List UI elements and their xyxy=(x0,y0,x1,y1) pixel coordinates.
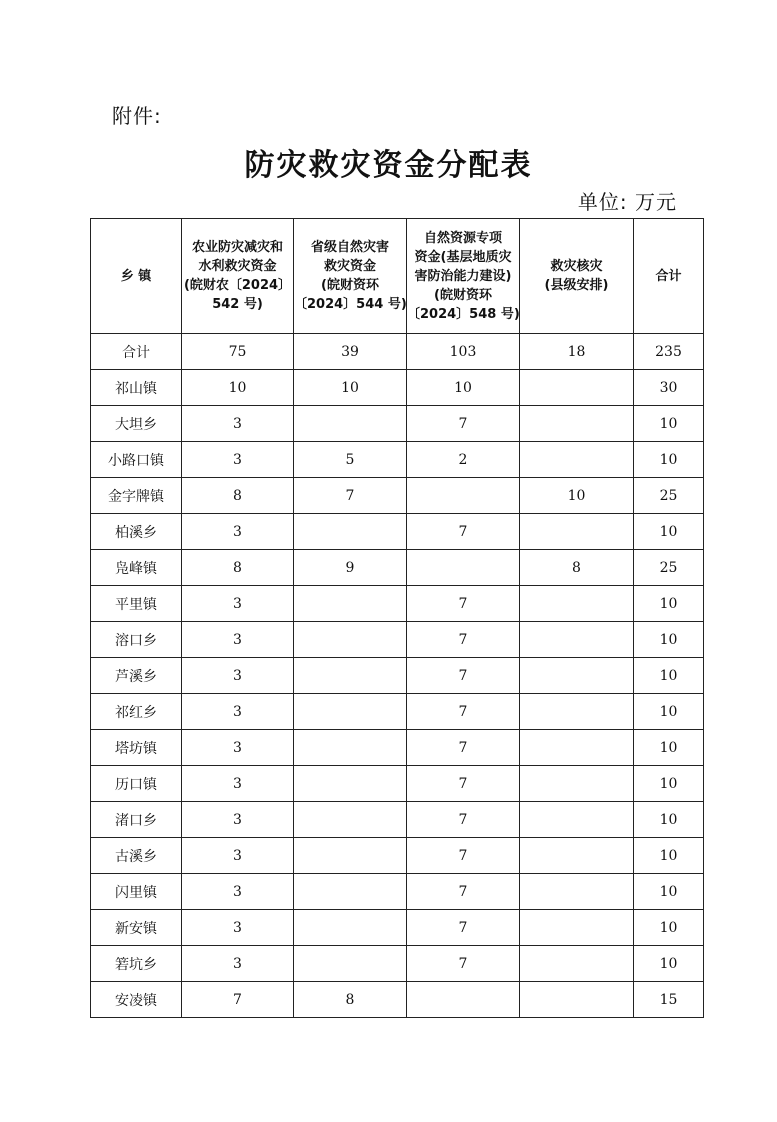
header-line: 农业防灾减灾和 xyxy=(191,240,283,255)
town-cell: 金字牌镇 xyxy=(91,478,182,514)
table-body xyxy=(91,334,704,1018)
provincial-fund-cell xyxy=(294,586,407,622)
table-row xyxy=(91,766,704,802)
provincial-fund-cell xyxy=(294,874,407,910)
header-line: 〔2024〕544 号) xyxy=(294,297,407,312)
agri-fund-cell: 3 xyxy=(182,802,294,838)
provincial-fund-cell: 7 xyxy=(294,478,407,514)
agri-fund-cell: 3 xyxy=(182,658,294,694)
town-cell: 安凌镇 xyxy=(91,982,182,1018)
table-row xyxy=(91,442,704,478)
town-cell: 祁山镇 xyxy=(91,370,182,406)
agri-fund-cell: 8 xyxy=(182,550,294,586)
natural-resource-fund-cell: 2 xyxy=(407,442,520,478)
total-cell: 10 xyxy=(634,946,704,982)
county-relief-cell: 18 xyxy=(520,334,634,370)
header-line: 水利救灾资金 xyxy=(198,259,277,274)
town-cell: 渚口乡 xyxy=(91,802,182,838)
agri-fund-cell: 3 xyxy=(182,694,294,730)
agri-fund-cell: 8 xyxy=(182,478,294,514)
county-relief-cell xyxy=(520,802,634,838)
agri-fund-cell: 3 xyxy=(182,442,294,478)
table-row xyxy=(91,730,704,766)
total-cell: 10 xyxy=(634,766,704,802)
table-row xyxy=(91,838,704,874)
total-cell: 25 xyxy=(634,550,704,586)
provincial-fund-cell xyxy=(294,766,407,802)
total-cell: 10 xyxy=(634,910,704,946)
total-cell: 10 xyxy=(634,406,704,442)
town-cell: 古溪乡 xyxy=(91,838,182,874)
town-cell: 柏溪乡 xyxy=(91,514,182,550)
total-cell: 10 xyxy=(634,838,704,874)
total-cell: 10 xyxy=(634,514,704,550)
county-relief-cell: 8 xyxy=(520,550,634,586)
provincial-fund-cell xyxy=(294,802,407,838)
page-title: 防灾救灾资金分配表 xyxy=(244,148,533,183)
total-cell: 10 xyxy=(634,622,704,658)
agri-fund-cell: 3 xyxy=(182,946,294,982)
table-row xyxy=(91,982,704,1018)
header-county-relief xyxy=(520,219,634,334)
header-natural-resource-fund xyxy=(407,219,520,334)
header-line: 害防治能力建设) xyxy=(414,268,512,284)
total-cell: 10 xyxy=(634,658,704,694)
natural-resource-fund-cell: 7 xyxy=(407,766,520,802)
provincial-fund-cell: 9 xyxy=(294,550,407,586)
unit-label: 单位: 万元 xyxy=(577,190,677,214)
town-cell: 箬坑乡 xyxy=(91,946,182,982)
table-row xyxy=(91,586,704,622)
town-cell: 历口镇 xyxy=(91,766,182,802)
provincial-fund-cell xyxy=(294,406,407,442)
natural-resource-fund-cell: 7 xyxy=(407,586,520,622)
table-row xyxy=(91,658,704,694)
provincial-fund-cell: 5 xyxy=(294,442,407,478)
agri-fund-cell: 75 xyxy=(182,334,294,370)
header-town xyxy=(91,219,182,334)
provincial-fund-cell xyxy=(294,658,407,694)
county-relief-cell xyxy=(520,838,634,874)
header-line: (县级安排) xyxy=(544,278,609,293)
town-cell: 小路口镇 xyxy=(91,442,182,478)
agri-fund-cell: 3 xyxy=(182,730,294,766)
agri-fund-cell: 3 xyxy=(182,766,294,802)
agri-fund-cell: 10 xyxy=(182,370,294,406)
town-cell: 塔坊镇 xyxy=(91,730,182,766)
agri-fund-cell: 7 xyxy=(182,982,294,1018)
table-row xyxy=(91,622,704,658)
provincial-fund-cell xyxy=(294,946,407,982)
header-line: 542 号) xyxy=(212,297,263,312)
natural-resource-fund-cell: 7 xyxy=(407,406,520,442)
attachment-label: 附件: xyxy=(112,104,162,128)
header-line: 资金(基层地质灾 xyxy=(414,249,512,265)
provincial-fund-cell: 10 xyxy=(294,370,407,406)
table-row xyxy=(91,874,704,910)
total-cell: 10 xyxy=(634,874,704,910)
county-relief-cell xyxy=(520,766,634,802)
header-line: 救灾资金 xyxy=(323,259,376,274)
table-row xyxy=(91,514,704,550)
natural-resource-fund-cell: 7 xyxy=(407,514,520,550)
header-line: 救灾核灾 xyxy=(550,259,603,274)
town-cell: 闪里镇 xyxy=(91,874,182,910)
header-line: 自然资源专项 xyxy=(423,230,502,246)
provincial-fund-cell xyxy=(294,514,407,550)
agri-fund-cell: 3 xyxy=(182,910,294,946)
header-line: (皖财资环 xyxy=(434,287,492,303)
natural-resource-fund-cell xyxy=(407,982,520,1018)
town-cell: 大坦乡 xyxy=(91,406,182,442)
natural-resource-fund-cell: 7 xyxy=(407,730,520,766)
natural-resource-fund-cell: 7 xyxy=(407,910,520,946)
natural-resource-fund-cell: 7 xyxy=(407,694,520,730)
agri-fund-cell: 3 xyxy=(182,514,294,550)
total-cell: 30 xyxy=(634,370,704,406)
agri-fund-cell: 3 xyxy=(182,838,294,874)
header-agri-fund xyxy=(182,219,294,334)
town-cell: 凫峰镇 xyxy=(91,550,182,586)
county-relief-cell xyxy=(520,622,634,658)
header-line: 省级自然灾害 xyxy=(310,240,389,255)
natural-resource-fund-cell: 10 xyxy=(407,370,520,406)
county-relief-cell xyxy=(520,406,634,442)
provincial-fund-cell: 39 xyxy=(294,334,407,370)
total-cell: 10 xyxy=(634,442,704,478)
table-row xyxy=(91,946,704,982)
table-row xyxy=(91,910,704,946)
town-cell: 合计 xyxy=(91,334,182,370)
table-row xyxy=(91,406,704,442)
header-provincial-fund xyxy=(294,219,407,334)
agri-fund-cell: 3 xyxy=(182,622,294,658)
county-relief-cell xyxy=(520,658,634,694)
total-cell: 10 xyxy=(634,802,704,838)
natural-resource-fund-cell xyxy=(407,550,520,586)
header-line: (皖财资环 xyxy=(321,278,379,293)
county-relief-cell xyxy=(520,694,634,730)
header-line: (皖财农〔2024〕 xyxy=(183,278,292,293)
provincial-fund-cell: 8 xyxy=(294,982,407,1018)
town-cell: 新安镇 xyxy=(91,910,182,946)
county-relief-cell xyxy=(520,946,634,982)
natural-resource-fund-cell: 7 xyxy=(407,658,520,694)
header-total xyxy=(634,219,704,334)
natural-resource-fund-cell: 7 xyxy=(407,874,520,910)
total-cell: 15 xyxy=(634,982,704,1018)
county-relief-cell xyxy=(520,982,634,1018)
county-relief-cell xyxy=(520,874,634,910)
county-relief-cell xyxy=(520,442,634,478)
town-cell: 祁红乡 xyxy=(91,694,182,730)
total-cell: 235 xyxy=(634,334,704,370)
county-relief-cell xyxy=(520,910,634,946)
natural-resource-fund-cell xyxy=(407,478,520,514)
county-relief-cell xyxy=(520,586,634,622)
town-cell: 平里镇 xyxy=(91,586,182,622)
table-row xyxy=(91,550,704,586)
header-line: 乡 镇 xyxy=(120,268,152,284)
provincial-fund-cell xyxy=(294,622,407,658)
table-row-total xyxy=(91,334,704,370)
agri-fund-cell: 3 xyxy=(182,586,294,622)
total-cell: 10 xyxy=(634,730,704,766)
agri-fund-cell: 3 xyxy=(182,874,294,910)
table-row xyxy=(91,694,704,730)
table-row xyxy=(91,802,704,838)
county-relief-cell: 10 xyxy=(520,478,634,514)
provincial-fund-cell xyxy=(294,838,407,874)
county-relief-cell xyxy=(520,730,634,766)
agri-fund-cell: 3 xyxy=(182,406,294,442)
total-cell: 10 xyxy=(634,586,704,622)
county-relief-cell xyxy=(520,514,634,550)
natural-resource-fund-cell: 7 xyxy=(407,622,520,658)
natural-resource-fund-cell: 103 xyxy=(407,334,520,370)
natural-resource-fund-cell: 7 xyxy=(407,838,520,874)
provincial-fund-cell xyxy=(294,694,407,730)
fund-allocation-table xyxy=(90,218,704,1018)
provincial-fund-cell xyxy=(294,730,407,766)
natural-resource-fund-cell: 7 xyxy=(407,802,520,838)
header-line: 合计 xyxy=(655,268,682,284)
header-line: 〔2024〕548 号) xyxy=(407,306,520,322)
table-header-row xyxy=(91,219,704,334)
table-row xyxy=(91,478,704,514)
county-relief-cell xyxy=(520,370,634,406)
total-cell: 25 xyxy=(634,478,704,514)
total-cell: 10 xyxy=(634,694,704,730)
town-cell: 芦溪乡 xyxy=(91,658,182,694)
natural-resource-fund-cell: 7 xyxy=(407,946,520,982)
provincial-fund-cell xyxy=(294,910,407,946)
town-cell: 溶口乡 xyxy=(91,622,182,658)
table-row xyxy=(91,370,704,406)
